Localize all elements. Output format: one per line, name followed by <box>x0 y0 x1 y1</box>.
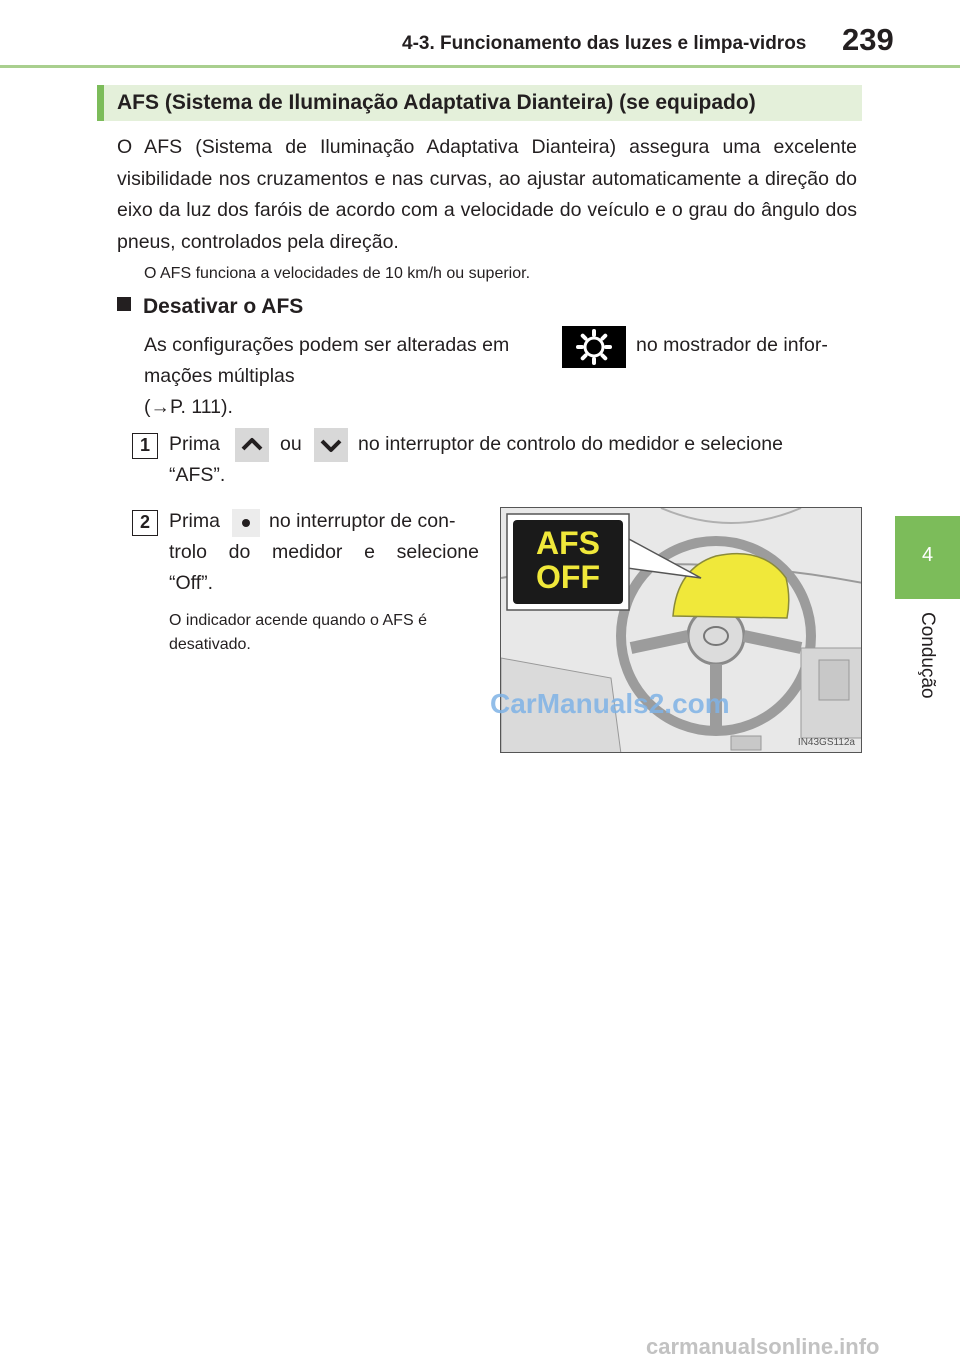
afs-indicator-line1: AFS <box>536 525 600 561</box>
dot-icon <box>232 509 260 537</box>
square-bullet-icon <box>117 297 131 311</box>
section-heading <box>97 85 862 121</box>
step-2-text-a: Prima <box>169 510 220 532</box>
afs-indicator-line2: OFF <box>536 559 600 595</box>
step-2-note-b: desativado. <box>169 636 251 653</box>
settings-text-a: As configurações podem ser alteradas em <box>144 334 510 356</box>
chapter-label: Condução <box>917 612 938 699</box>
chapter-number: 4 <box>921 544 934 566</box>
step-2-number: 2 <box>132 510 158 536</box>
chevron-up-icon <box>235 428 269 462</box>
step-1-text-a: Prima <box>169 433 220 455</box>
section-heading-text: AFS (Sistema de Iluminação Adaptativa Dianteira) (se equipado) <box>117 91 756 114</box>
figure-code: IN43GS112a <box>797 737 855 748</box>
settings-text-b: no mostrador de infor- <box>636 334 828 356</box>
step-1-text-c: no interruptor de controlo do medidor e selecione <box>358 433 783 455</box>
step-1-number: 1 <box>132 433 158 459</box>
settings-page-ref: (→P. 111). <box>144 396 233 418</box>
settings-text-c: mações múltiplas <box>144 365 295 387</box>
step-2-text-c: trolo do medidor e selecione <box>169 541 479 563</box>
deactivate-heading <box>117 295 303 319</box>
chapter-tab <box>895 516 960 599</box>
step-2-note-a: O indicador acende quando o AFS é <box>169 612 427 629</box>
speed-note: O AFS funciona a velocidades de 10 km/h ou superior. <box>144 265 531 282</box>
step-2-text-d: “Off”. <box>169 572 214 594</box>
page-number: 239 <box>842 22 894 57</box>
gear-icon <box>562 326 626 368</box>
chevron-down-icon <box>314 428 348 462</box>
step-1-text-d: “AFS”. <box>169 464 226 486</box>
step-1-text-b: ou <box>280 433 302 455</box>
center-watermark: CarManuals2.com <box>490 688 730 719</box>
deactivate-title: Desativar o AFS <box>143 295 304 318</box>
running-header: 4-3. Funcionamento das luzes e limpa-vidros <box>402 33 807 54</box>
intro-paragraph: O AFS (Sistema de Iluminação Adaptativa Dianteira) assegura uma excelente visibilidade nos cruzamentos e nas curvas, ao ajustar automaticamente a direção do eixo da luz dos faróis de acordo com a velocidade do veículo e o grau do ângulo dos pneus, controlados pela direção. <box>117 136 857 253</box>
step-2-text-b: no interruptor de con- <box>269 510 456 532</box>
footer-watermark: carmanualsonline.info <box>646 1334 880 1359</box>
header-rule <box>0 65 960 68</box>
